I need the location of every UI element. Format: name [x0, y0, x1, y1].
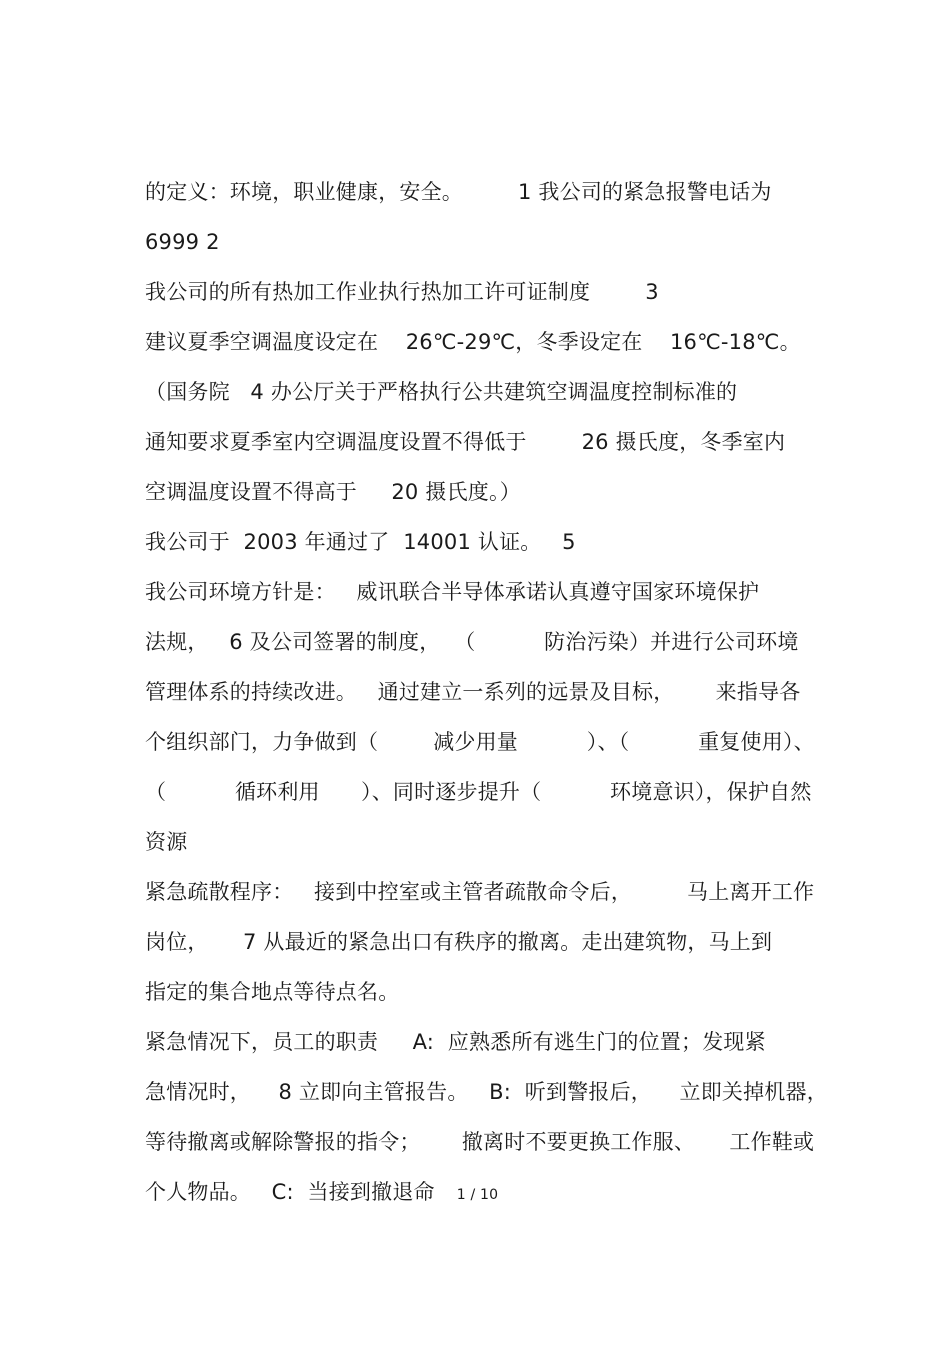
text-line: 等待撤离或解除警报的指令； 撤离时不要更换工作服、 工作鞋或 [145, 1130, 815, 1154]
text-line: 管理体系的持续改进。 通过建立一系列的远景及目标， 来指导各 [145, 680, 801, 704]
text-line: 个组织部门，力争做到（ 减少用量 ）、（ 重复使用）、 [145, 730, 815, 754]
text-line: 法规， 6 及公司签署的制度， （ 防治污染）并进行公司环境 [145, 630, 799, 654]
text-line-last [145, 1178, 498, 1209]
text-line: 急情况时， 8 立即向主管报告。 B: 听到警报后， 立即关掉机器， [145, 1080, 828, 1104]
text-line: 6999 2 [145, 230, 220, 254]
text-line: 我公司的所有热加工作业执行热加工许可证制度 3 [145, 280, 659, 304]
text-line: 的定义：环境，职业健康，安全。 1 我公司的紧急报警电话为 [145, 180, 772, 204]
text-line: 空调温度设置不得高于 20 摄氏度。） [145, 480, 521, 504]
text-line-content: 个人物品。 C: 当接到撤退命 [145, 1180, 435, 1204]
text-line: 紧急疏散程序： 接到中控室或主管者疏散命令后， 马上离开工作 [145, 880, 815, 904]
text-line: （国务院 4 办公厅关于严格执行公共建筑空调温度控制标准的 [145, 380, 738, 404]
text-line: 我公司环境方针是： 威讯联合半导体承诺认真遵守国家环境保护 [145, 580, 760, 604]
text-line: 建议夏季空调温度设定在 26℃-29℃，冬季设定在 16℃-18℃。 [145, 330, 801, 354]
text-line: 岗位， 7 从最近的紧急出口有秩序的撤离。走出建筑物，马上到 [145, 930, 773, 954]
text-line: （ 循环利用 ）、同时逐步提升（ 环境意识），保护自然 [145, 780, 812, 804]
text-line: 指定的集合地点等待点名。 [145, 980, 400, 1004]
text-line: 我公司于 2003 年通过了 14001 认证。 5 [145, 530, 576, 554]
text-line: 资源 [145, 830, 188, 854]
page-number: 1 / 10 [456, 1187, 499, 1203]
text-line: 通知要求夏季室内空调温度设置不得低于 26 摄氏度，冬季室内 [145, 430, 786, 454]
text-line: 紧急情况下，员工的职责 A: 应熟悉所有逃生门的位置；发现紧 [145, 1030, 766, 1054]
